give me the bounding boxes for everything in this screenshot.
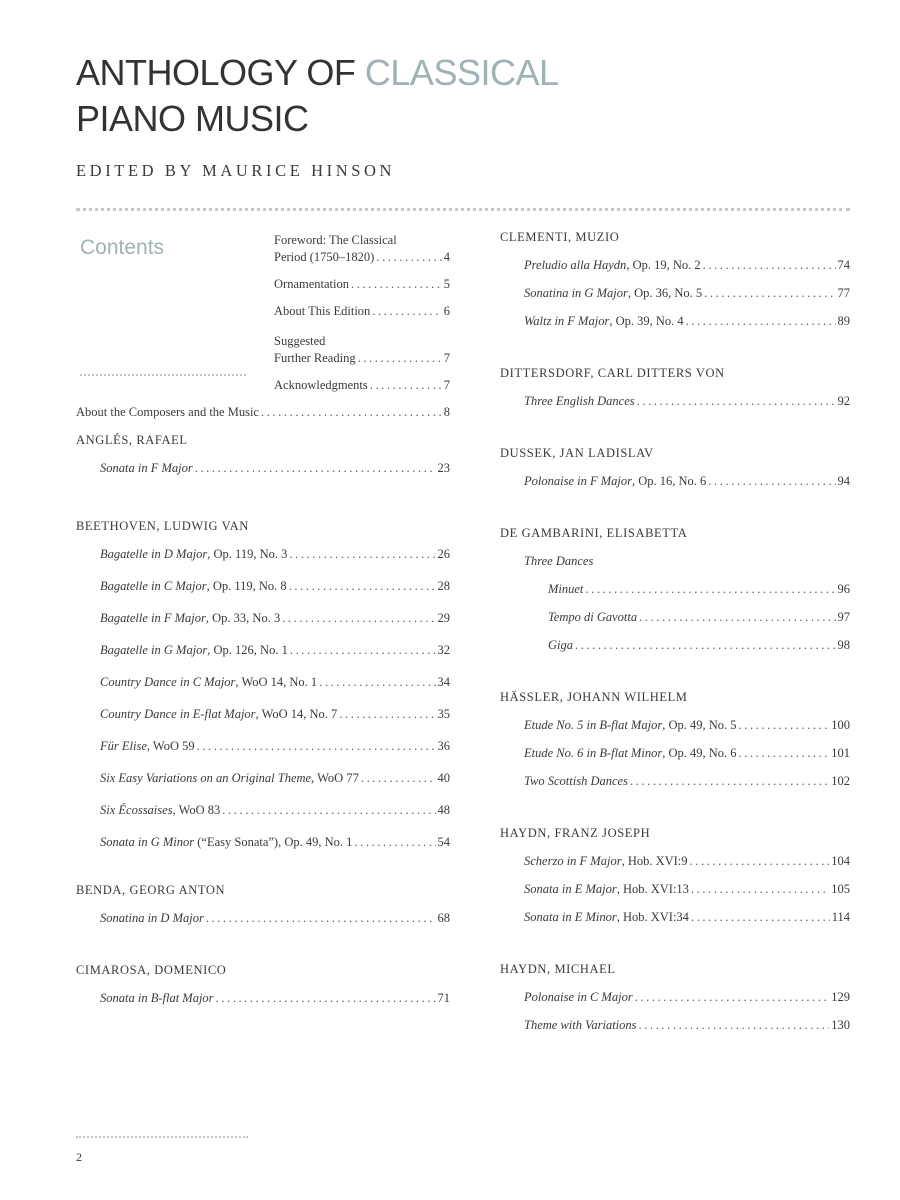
work-entry[interactable] xyxy=(100,643,450,657)
entry-title xyxy=(548,610,637,624)
page-ref: 28 xyxy=(437,579,450,593)
page-ref: 4 xyxy=(443,250,450,264)
work-title: Für Elise xyxy=(100,739,147,753)
front-matter-list xyxy=(274,230,450,405)
page-ref: 36 xyxy=(437,739,450,753)
title-line2: PIANO MUSIC xyxy=(76,98,309,139)
page-ref: 6 xyxy=(443,304,450,318)
dot-leader xyxy=(319,675,435,689)
entry-title xyxy=(524,854,688,868)
entry-title xyxy=(100,911,204,925)
front-matter-item[interactable] xyxy=(274,304,450,318)
book-title xyxy=(76,50,559,142)
composer-section xyxy=(500,230,850,328)
dot-leader xyxy=(630,774,829,788)
dot-leader xyxy=(637,394,836,408)
work-title: Giga xyxy=(548,638,573,652)
page-ref: 96 xyxy=(837,582,850,596)
page-ref: 71 xyxy=(437,991,450,1005)
composer-section xyxy=(500,446,850,488)
entry-title xyxy=(100,771,359,785)
work-entry[interactable] xyxy=(100,547,450,561)
entry-title xyxy=(524,258,701,272)
work-title: Three English Dances xyxy=(524,394,635,408)
work-catalog: , Op. 119, No. 3 xyxy=(207,547,288,561)
entry-title xyxy=(524,990,633,1004)
page-ref: 94 xyxy=(837,474,850,488)
dot-leader xyxy=(370,378,442,392)
work-entry[interactable] xyxy=(524,286,850,300)
composer-section xyxy=(76,963,450,1005)
work-catalog: , Op. 49, No. 6 xyxy=(662,746,737,760)
front-matter-item[interactable] xyxy=(274,378,450,392)
front-matter-line: Suggested xyxy=(274,334,326,348)
footer-divider xyxy=(76,1136,248,1138)
work-entry[interactable] xyxy=(524,1018,850,1032)
work-entry[interactable] xyxy=(524,474,850,488)
page-ref: 100 xyxy=(831,718,850,732)
dot-leader xyxy=(354,835,435,849)
dot-leader xyxy=(361,771,436,785)
dot-leader xyxy=(639,1018,830,1032)
work-catalog: , Op. 39, No. 4 xyxy=(609,314,684,328)
composer-section xyxy=(500,962,850,1032)
page-ref: 48 xyxy=(437,803,450,817)
entry-title xyxy=(524,1018,637,1032)
work-title: Six Écossaises xyxy=(100,803,173,817)
work-catalog: , Hob. XVI:9 xyxy=(621,854,688,868)
work-entry[interactable] xyxy=(524,746,850,760)
dot-leader xyxy=(195,461,436,475)
work-catalog: , WoO 14, No. 1 xyxy=(235,675,318,689)
dot-leader xyxy=(216,991,436,1005)
dot-leader xyxy=(703,258,836,272)
dot-leader xyxy=(739,746,830,760)
contents-heading: Contents xyxy=(80,236,165,259)
work-title: Bagatelle in D Major xyxy=(100,547,208,561)
entry-title: Acknowledgments xyxy=(274,378,368,392)
front-matter-entry[interactable] xyxy=(274,304,450,318)
dot-leader xyxy=(282,611,435,625)
work-title: Bagatelle in F Major xyxy=(100,611,206,625)
page-ref: 54 xyxy=(437,835,450,849)
work-title: Country Dance in C Major xyxy=(100,675,236,689)
work-title: Minuet xyxy=(548,582,584,596)
dot-leader xyxy=(290,643,436,657)
page-ref: 7 xyxy=(443,351,450,365)
dot-leader xyxy=(351,277,442,291)
work-entry[interactable] xyxy=(524,990,850,1004)
work-entry[interactable] xyxy=(524,854,850,868)
entry-title xyxy=(524,718,737,732)
work-catalog: , Op. 36, No. 5 xyxy=(627,286,703,300)
title-accent-word: CLASSICAL xyxy=(364,52,559,93)
page-ref: 74 xyxy=(837,258,850,272)
work-entry[interactable] xyxy=(100,771,450,785)
front-matter-entry[interactable] xyxy=(274,378,450,392)
composer-name: DE GAMBARINI, ELISABETTA xyxy=(500,526,688,540)
composer-section xyxy=(76,433,450,475)
page-ref: 92 xyxy=(837,394,850,408)
dot-leader xyxy=(339,707,435,721)
toc-right-column xyxy=(500,230,850,1070)
work-entry[interactable] xyxy=(100,675,450,689)
entry-title xyxy=(100,803,220,817)
entry-title: About the Composers and the Music xyxy=(76,405,259,419)
page-ref: 105 xyxy=(831,882,850,896)
dot-leader xyxy=(708,474,835,488)
composer-section xyxy=(500,826,850,924)
work-title: Scherzo in F Major xyxy=(524,854,622,868)
entry-title: Period (1750–1820) xyxy=(274,250,375,264)
dot-leader xyxy=(289,579,436,593)
page-ref: 29 xyxy=(437,611,450,625)
dot-leader xyxy=(372,304,441,318)
composer-section xyxy=(500,366,850,408)
work-title: Sonata in E Minor xyxy=(524,910,617,924)
work-title: Waltz in F Major xyxy=(524,314,610,328)
work-title: Tempo di Gavotta xyxy=(548,610,638,624)
entry-title xyxy=(524,474,706,488)
work-entry[interactable] xyxy=(524,882,850,896)
work-title: Six Easy Variations on an Original Theme xyxy=(100,771,312,785)
work-entry[interactable] xyxy=(524,910,850,924)
entry-title: Further Reading xyxy=(274,351,356,365)
page-ref: 7 xyxy=(443,378,450,392)
work-title: Sonata in F Major xyxy=(100,461,193,475)
dot-leader xyxy=(739,718,830,732)
dot-leader xyxy=(206,911,436,925)
page-ref: 35 xyxy=(437,707,450,721)
entry-title xyxy=(100,675,317,689)
work-catalog: , Op. 49, No. 5 xyxy=(662,718,737,732)
entry-title xyxy=(100,643,288,657)
page-ref: 89 xyxy=(837,314,850,328)
entry-title xyxy=(524,774,628,788)
work-entry[interactable] xyxy=(100,835,450,849)
entry-title xyxy=(100,579,287,593)
front-matter-entry[interactable] xyxy=(274,351,450,365)
page-ref: 8 xyxy=(443,405,450,419)
composer-section xyxy=(500,526,850,652)
dot-leader xyxy=(635,990,830,1004)
page-ref: 130 xyxy=(831,1018,850,1032)
composer-name: BENDA, GEORG ANTON xyxy=(76,883,226,897)
work-catalog: , WoO 14, No. 7 xyxy=(255,707,338,721)
work-catalog: , Op. 16, No. 6 xyxy=(631,474,707,488)
entry-title: About This Edition xyxy=(274,304,371,318)
work-title: Preludio alla Haydn xyxy=(524,258,627,272)
entry-title xyxy=(548,638,573,652)
page-ref: 98 xyxy=(837,638,850,652)
page-ref: 68 xyxy=(437,911,450,925)
page-ref: 26 xyxy=(437,547,450,561)
work-group-title: Three Dances xyxy=(524,554,594,568)
dot-leader xyxy=(690,854,830,868)
composer-section xyxy=(76,519,450,849)
work-title: Bagatelle in C Major xyxy=(100,579,207,593)
entry-title xyxy=(100,707,337,721)
entry-title xyxy=(524,314,684,328)
header-divider xyxy=(76,208,850,211)
about-composers-entry[interactable] xyxy=(76,405,450,419)
page-ref: 5 xyxy=(443,277,450,291)
page-ref: 104 xyxy=(831,854,850,868)
front-matter-item[interactable] xyxy=(274,230,450,264)
dot-leader xyxy=(639,610,835,624)
front-matter-item[interactable] xyxy=(274,331,450,365)
dot-leader xyxy=(575,638,836,652)
entry-title xyxy=(524,882,689,896)
page-ref: 23 xyxy=(437,461,450,475)
work-catalog: , Op. 19, No. 2 xyxy=(626,258,701,272)
work-entry[interactable] xyxy=(100,991,450,1005)
dot-leader xyxy=(704,286,835,300)
entry-title xyxy=(100,991,214,1005)
work-title: Theme with Variations xyxy=(524,1018,637,1032)
entry-title xyxy=(524,286,702,300)
dot-leader xyxy=(358,351,442,365)
work-entry[interactable] xyxy=(548,582,850,596)
work-title: Sonata in B-flat Major xyxy=(100,991,214,1005)
work-catalog: (“Easy Sonata”), Op. 49, No. 1 xyxy=(194,835,353,849)
entry-title xyxy=(100,461,193,475)
work-entry[interactable] xyxy=(100,461,450,475)
composer-name: DUSSEK, JAN LADISLAV xyxy=(500,446,654,460)
work-title: Sonatina in G Major xyxy=(524,286,628,300)
dot-leader xyxy=(686,314,836,328)
entry-title xyxy=(100,835,352,849)
entry-title xyxy=(100,611,280,625)
page-ref: 101 xyxy=(831,746,850,760)
page-ref: 114 xyxy=(831,910,850,924)
work-catalog: , Op. 126, No. 1 xyxy=(207,643,288,657)
work-catalog: , Hob. XVI:13 xyxy=(616,882,689,896)
page-ref: 129 xyxy=(831,990,850,1004)
work-title: Two Scottish Dances xyxy=(524,774,628,788)
dot-leader xyxy=(197,739,436,753)
page-ref: 32 xyxy=(437,643,450,657)
page-number: 2 xyxy=(76,1150,82,1164)
page-ref: 77 xyxy=(837,286,850,300)
front-matter-line: Foreword: The Classical xyxy=(274,233,397,247)
work-entry[interactable] xyxy=(100,803,450,817)
entry-title xyxy=(100,739,195,753)
work-entry[interactable] xyxy=(524,314,850,328)
work-catalog: , WoO 59 xyxy=(146,739,195,753)
entry-title xyxy=(548,582,583,596)
work-entry[interactable] xyxy=(524,774,850,788)
work-entry[interactable] xyxy=(100,707,450,721)
work-entry[interactable] xyxy=(524,258,850,272)
page-ref: 102 xyxy=(831,774,850,788)
work-title: Etude No. 6 in B-flat Minor xyxy=(524,746,663,760)
page-ref: 40 xyxy=(437,771,450,785)
entry-title xyxy=(524,746,737,760)
editor-credit: EDITED BY MAURICE HINSON xyxy=(76,161,396,180)
work-title: Polonaise in C Major xyxy=(524,990,633,1004)
work-title: Bagatelle in G Major xyxy=(100,643,208,657)
work-title: Sonata in G Minor xyxy=(100,835,195,849)
work-entry[interactable] xyxy=(100,579,450,593)
entry-title xyxy=(524,394,635,408)
composer-name: HAYDN, FRANZ JOSEPH xyxy=(500,826,651,840)
work-title: Etude No. 5 in B-flat Major xyxy=(524,718,663,732)
front-matter-item[interactable] xyxy=(274,277,450,291)
dot-leader xyxy=(691,910,830,924)
page-ref: 97 xyxy=(837,610,850,624)
work-catalog: , WoO 83 xyxy=(172,803,221,817)
dot-leader xyxy=(261,405,442,419)
entry-title xyxy=(524,910,689,924)
entry-title: Ornamentation xyxy=(274,277,349,291)
work-catalog: , Op. 119, No. 8 xyxy=(206,579,287,593)
page-ref: 34 xyxy=(437,675,450,689)
work-title: Polonaise in F Major xyxy=(524,474,632,488)
entry-title xyxy=(100,547,287,561)
composer-name: CIMAROSA, DOMENICO xyxy=(76,963,227,977)
work-entry[interactable] xyxy=(100,611,450,625)
composer-name: HAYDN, MICHAEL xyxy=(500,962,616,976)
toc-left-column xyxy=(76,405,450,1035)
composer-name: BEETHOVEN, LUDWIG VAN xyxy=(76,519,249,533)
dot-leader xyxy=(376,250,441,264)
composer-section xyxy=(76,883,450,925)
composer-name: DITTERSDORF, CARL DITTERS VON xyxy=(500,366,725,380)
work-title: Sonata in E Major xyxy=(524,882,617,896)
contents-divider xyxy=(80,374,246,376)
title-line1: ANTHOLOGY OF CLASSICAL xyxy=(76,52,559,93)
composer-name: HÄSSLER, JOHANN WILHELM xyxy=(500,690,688,704)
dot-leader xyxy=(691,882,829,896)
work-title: Sonatina in D Major xyxy=(100,911,204,925)
dot-leader xyxy=(289,547,435,561)
work-catalog: , Hob. XVI:34 xyxy=(616,910,689,924)
composer-section xyxy=(500,690,850,788)
front-matter-entry[interactable] xyxy=(274,250,450,264)
work-catalog: , Op. 33, No. 3 xyxy=(205,611,281,625)
composer-name: CLEMENTI, MUZIO xyxy=(500,230,620,244)
work-title: Country Dance in E-flat Major xyxy=(100,707,256,721)
dot-leader xyxy=(585,582,835,596)
dot-leader xyxy=(222,803,435,817)
work-entry[interactable] xyxy=(100,911,450,925)
work-catalog: , WoO 77 xyxy=(311,771,359,785)
work-entry[interactable] xyxy=(524,394,850,408)
composer-name: ANGLÉS, RAFAEL xyxy=(76,433,188,447)
work-entry[interactable] xyxy=(548,638,850,652)
work-entry[interactable] xyxy=(524,718,850,732)
front-matter-entry[interactable] xyxy=(274,277,450,291)
work-entry[interactable] xyxy=(100,739,450,753)
work-entry[interactable] xyxy=(548,610,850,624)
